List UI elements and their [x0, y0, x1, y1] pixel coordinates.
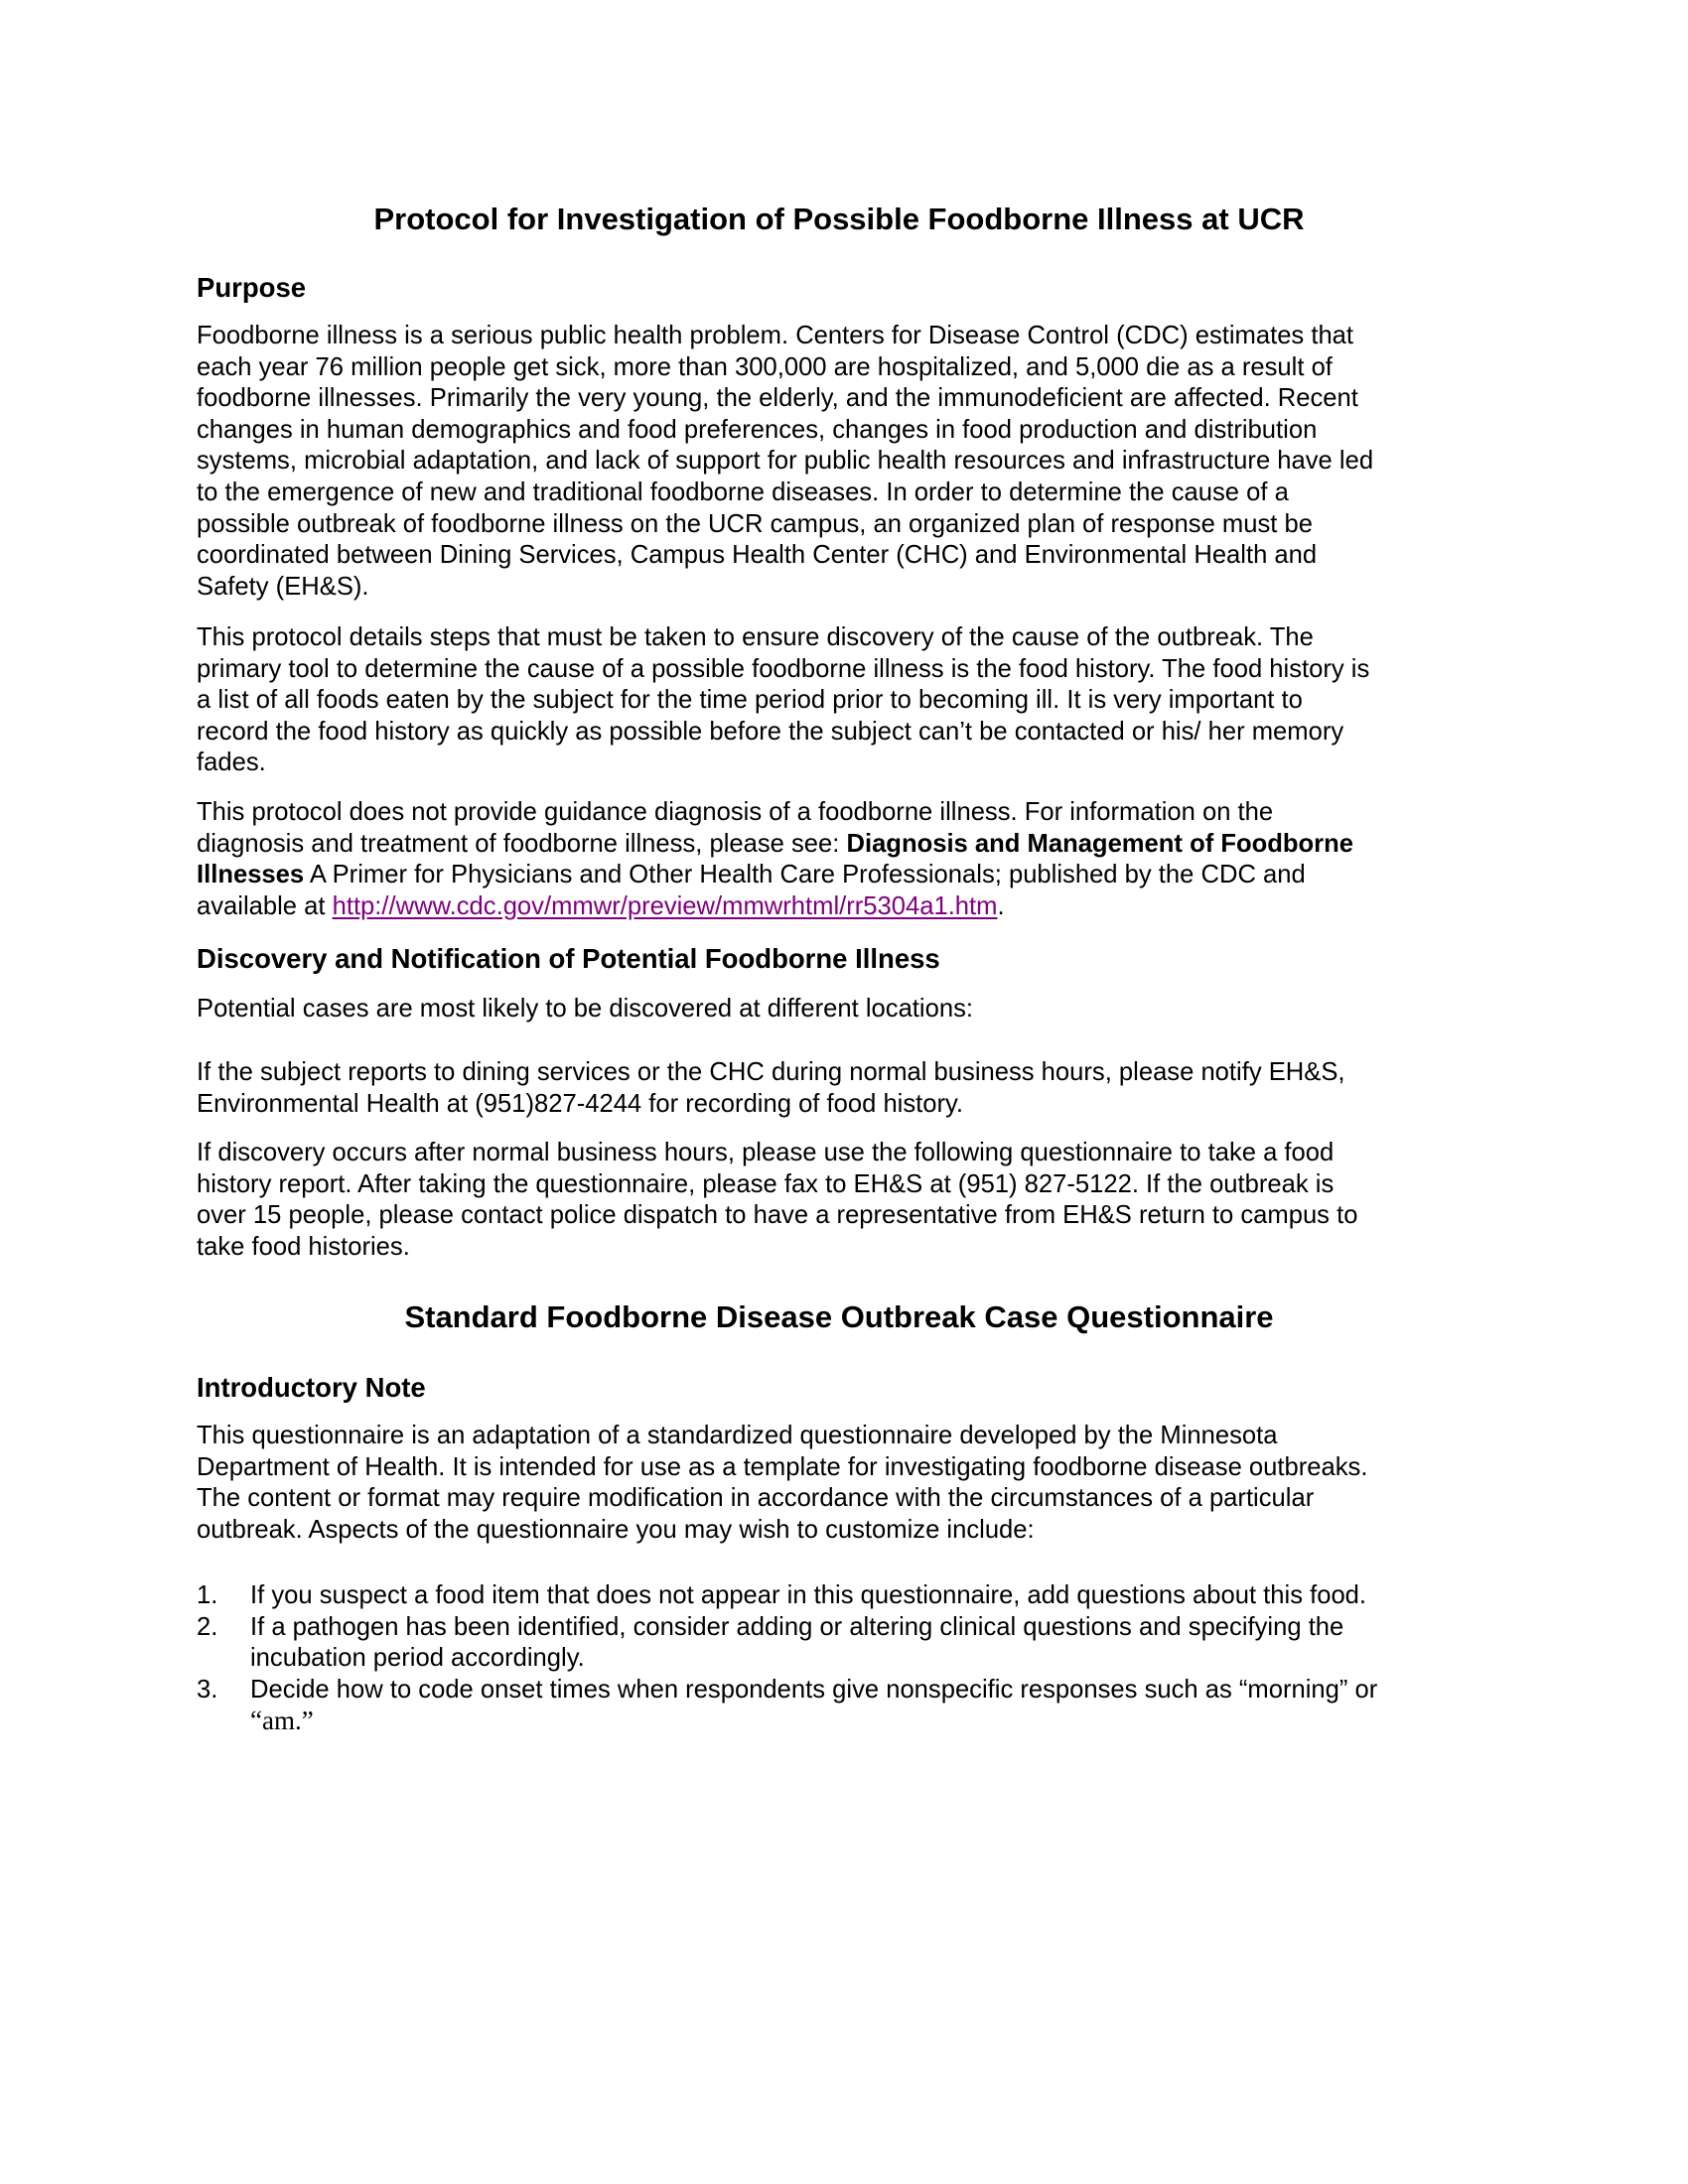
text-line: each year 76 million people get sick, more than 300,000 are hospitalized, and 5,000 die as a result of: [197, 352, 1333, 381]
introductory-note-paragraph: [197, 1421, 1367, 1546]
list-item: [197, 1675, 1377, 1737]
text-line: changes in human demographics and food preferences, changes in food production and distribution: [197, 415, 1318, 444]
text-line: [197, 829, 1353, 861]
section-heading-discovery: Discovery and Notification of Potential Foodborne Illness: [197, 943, 940, 974]
text-line: to the emergence of new and traditional foodborne diseases. In order to determine the cause of a: [197, 478, 1289, 506]
text-line: “am.”: [250, 1706, 314, 1736]
text-line: This protocol does not provide guidance diagnosis of a foodborne illness. For information on the: [197, 798, 1274, 826]
discovery-paragraph-1: [197, 1057, 1345, 1120]
cdc-mmwr-link[interactable]: http://www.cdc.gov/mmwr/preview/mmwrhtml/rr5304a1.htm: [332, 891, 998, 920]
text-line: Department of Health. It is intended for use as a template for investigating foodborne disease outbreaks.: [197, 1452, 1368, 1481]
text-line: If discovery occurs after normal business hours, please use the following questionnaire to take a food: [197, 1139, 1335, 1166]
purpose-paragraph-3: [197, 797, 1353, 922]
text-line: Foodborne illness is a serious public health problem. Centers for Disease Control (CDC) estimates that: [197, 322, 1354, 349]
text-line: This questionnaire is an adaptation of a standardized questionnaire developed by the Minnesota: [197, 1422, 1278, 1449]
reference-title-bold: Diagnosis and Management of Foodborne: [846, 829, 1353, 858]
list-number: 1.: [197, 1581, 218, 1609]
text-line: [197, 860, 1353, 891]
reference-title-bold: Illnesses: [197, 861, 305, 889]
text-line: record the food history as quickly as possible before the subject can’t be contacted or his/ her memory: [197, 717, 1344, 746]
section-heading-purpose: Purpose: [197, 272, 307, 303]
list-item: [197, 1580, 1377, 1612]
text-line: If the subject reports to dining services or the CHC during normal business hours, please notify EH&S,: [197, 1058, 1345, 1086]
text-line: Environmental Health at (951)827-4244 for recording of food history.: [197, 1089, 964, 1118]
discovery-intro: [197, 994, 973, 1025]
questionnaire-title: Standard Foodborne Disease Outbreak Case Questionnaire: [404, 1299, 1274, 1334]
discovery-paragraph-2: [197, 1138, 1357, 1263]
text-line: The content or format may require modification in accordance with the circumstances of a particular: [197, 1484, 1315, 1513]
text-line: history report. After taking the questionnaire, please fax to EH&S at (951) 827-5122. If the outbreak is: [197, 1169, 1335, 1198]
list-item: [197, 1612, 1377, 1675]
text-line: [197, 891, 1353, 923]
list-number: 3.: [197, 1675, 218, 1704]
purpose-paragraph-2: [197, 622, 1369, 779]
text-line: primary tool to determine the cause of a possible foodborne illness is the food history. The food history is: [197, 654, 1370, 683]
text-run: A Primer for Physicians and Other Health Care Professionals; published by the CDC and: [304, 861, 1306, 889]
text-line: possible outbreak of foodborne illness on the UCR campus, an organized plan of response must be: [197, 509, 1313, 538]
text-line: over 15 people, please contact police dispatch to have a representative from EH&S return to campus to: [197, 1201, 1358, 1230]
text-run: .: [997, 891, 1005, 920]
text-run: diagnosis and treatment of foodborne illness, please see:: [197, 829, 847, 858]
text-line: outbreak. Aspects of the questionnaire you may wish to customize include:: [197, 1515, 1035, 1544]
text-line: incubation period accordingly.: [250, 1644, 585, 1673]
text-line: coordinated between Dining Services, Campus Health Center (CHC) and Environmental Health and: [197, 541, 1318, 570]
text-line: If a pathogen has been identified, consider adding or altering clinical questions and specifying the: [250, 1612, 1344, 1641]
text-line: If you suspect a food item that does not appear in this questionnaire, add questions about this food.: [250, 1581, 1367, 1609]
list-number: 2.: [197, 1612, 218, 1641]
text-line: take food histories.: [197, 1232, 410, 1261]
text-run: available at: [197, 891, 333, 920]
text-line: a list of all foods eaten by the subject for the time period prior to becoming ill. It is very important to: [197, 686, 1303, 715]
text-line: foodborne illnesses. Primarily the very young, the elderly, and the immunodeficient are affected. Recent: [197, 384, 1358, 413]
purpose-paragraph-1: [197, 321, 1373, 603]
text-line: This protocol details steps that must be taken to ensure discovery of the cause of the outbreak. The: [197, 623, 1314, 651]
text-line: Safety (EH&S).: [197, 572, 369, 601]
customization-list: [197, 1580, 1377, 1737]
section-heading-introductory-note: Introductory Note: [197, 1372, 426, 1403]
document-title: Protocol for Investigation of Possible Foodborne Illness at UCR: [373, 202, 1305, 236]
text-line: systems, microbial adaptation, and lack of support for public health resources and infrastructure have led: [197, 447, 1374, 476]
text-line: Decide how to code onset times when respondents give nonspecific responses such as “morning” or: [250, 1675, 1378, 1704]
text-line: fades.: [197, 749, 266, 777]
text-line: Potential cases are most likely to be discovered at different locations:: [197, 995, 973, 1023]
